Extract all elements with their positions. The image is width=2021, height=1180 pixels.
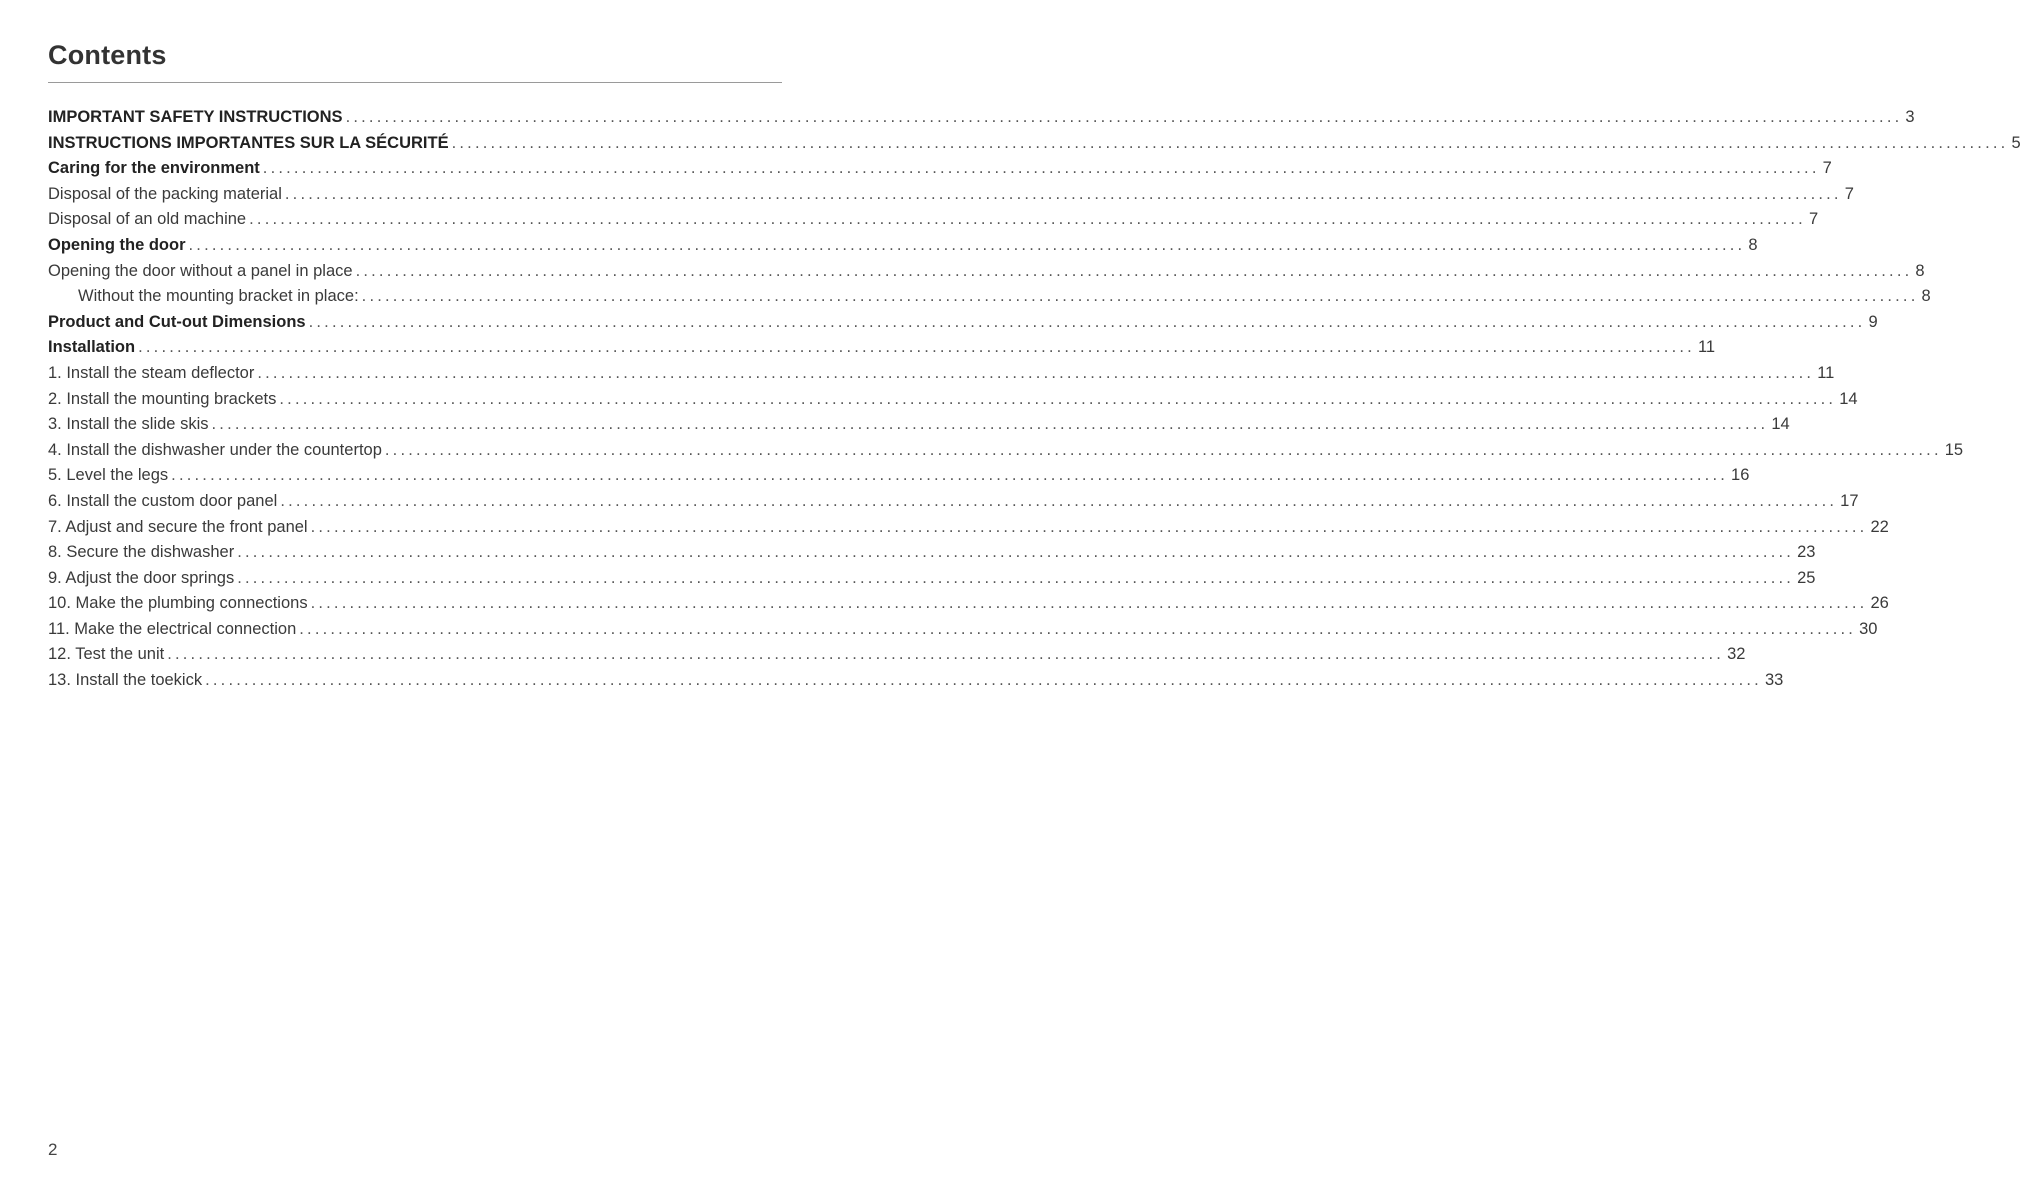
toc-leader-dots: ........................................................................................................................................................................................................ xyxy=(249,210,1806,229)
toc-entry-page: 17 xyxy=(1840,491,1859,510)
toc-entry-page: 9 xyxy=(1868,312,1878,331)
toc-entry-label: 7. Adjust and secure the front panel xyxy=(48,517,308,536)
toc-leader-dots: ........................................................................................................................................................................................................ xyxy=(308,312,1866,331)
toc-entry[interactable] xyxy=(48,235,1758,262)
toc-leader-dots: ........................................................................................................................................................................................................ xyxy=(205,671,1762,690)
toc-entry[interactable] xyxy=(48,594,1889,620)
toc-leader-dots: ........................................................................................................................................................................................................ xyxy=(138,338,1695,357)
toc-entry-label: Product and Cut-out Dimensions xyxy=(48,312,306,331)
toc-entry[interactable] xyxy=(48,440,1964,467)
toc-entry-label: Caring for the environment xyxy=(48,159,260,178)
toc-entry[interactable] xyxy=(48,363,1835,390)
toc-entry[interactable] xyxy=(48,671,1784,697)
toc-leader-dots: ........................................................................................................................................................................................................ xyxy=(345,108,1903,126)
toc-entry[interactable] xyxy=(48,261,1925,288)
toc-leader-dots: ........................................................................................................................................................................................................ xyxy=(361,287,1919,306)
toc-entry-page: 11 xyxy=(1817,363,1835,382)
toc-leader-dots: ........................................................................................................................................................................................................ xyxy=(355,261,1913,280)
toc-entry-page: 3 xyxy=(1905,108,1915,126)
toc-leader-dots: ........................................................................................................................................................................................................ xyxy=(310,594,1868,613)
toc-leader-dots: ........................................................................................................................................................................................................ xyxy=(211,415,1769,434)
toc-entry-label: 8. Secure the dishwasher xyxy=(48,543,235,562)
toc-entry-label: 4. Install the dishwasher under the countertop xyxy=(48,440,382,459)
toc-entry[interactable] xyxy=(48,645,1746,671)
toc-entry[interactable] xyxy=(48,133,2021,160)
toc-entry-label: Opening the door xyxy=(48,235,186,254)
toc-entry-page: 14 xyxy=(1771,415,1790,434)
toc-entry-page: 8 xyxy=(1921,287,1931,306)
toc-leader-dots: ........................................................................................................................................................................................................ xyxy=(284,184,1842,203)
toc-entry-label: 13. Install the toekick xyxy=(48,671,203,690)
toc-entry-page: 26 xyxy=(1870,594,1889,613)
toc-entry-page: 7 xyxy=(1822,159,1832,178)
toc-entry-label: 5. Level the legs xyxy=(48,466,169,485)
toc-entry-page: 33 xyxy=(1764,671,1784,690)
toc-entry-label: Disposal of the packing material xyxy=(48,184,282,203)
toc-leader-dots: ........................................................................................................................................................................................................ xyxy=(171,466,1729,485)
toc-entry-label: 3. Install the slide skis xyxy=(48,415,209,434)
toc-entry-label: INSTRUCTIONS IMPORTANTES SUR LA SÉCURITÉ xyxy=(48,133,449,152)
toc-entry-page: 8 xyxy=(1748,235,1758,254)
toc-entry[interactable] xyxy=(48,210,1819,236)
toc-entry[interactable] xyxy=(48,466,1750,492)
title-divider xyxy=(48,82,782,83)
toc-entry-page: 5 xyxy=(2011,133,2021,152)
toc-entry-page: 16 xyxy=(1731,466,1750,485)
toc-entry[interactable] xyxy=(48,415,1790,441)
toc-leader-dots: ........................................................................................................................................................................................................ xyxy=(188,235,1746,254)
toc-entry-page: 32 xyxy=(1727,645,1746,664)
toc-entry-page: 22 xyxy=(1870,517,1889,536)
toc-entry[interactable] xyxy=(48,338,1716,364)
toc-entry-page: 14 xyxy=(1839,389,1858,408)
toc-leader-dots: ........................................................................................................................................................................................................ xyxy=(279,389,1837,408)
toc-entry-label: Disposal of an old machine xyxy=(48,210,247,229)
toc-entry[interactable] xyxy=(48,517,1889,544)
toc-entry[interactable] xyxy=(48,287,1931,313)
toc-entry[interactable] xyxy=(48,108,1915,134)
toc-entry-page: 23 xyxy=(1797,543,1816,562)
toc-leader-dots: ........................................................................................................................................................................................................ xyxy=(299,619,1857,638)
toc-entry-page: 7 xyxy=(1844,184,1854,203)
toc-entry-label: 11. Make the electrical connection xyxy=(48,619,297,638)
toc-entry-label: 12. Test the unit xyxy=(48,645,165,664)
toc-entry-label: 1. Install the steam deflector xyxy=(48,363,255,382)
toc-entry-page: 30 xyxy=(1859,619,1878,638)
toc-entry[interactable] xyxy=(48,159,1832,185)
toc-leader-dots: ........................................................................................................................................................................................................ xyxy=(257,363,1815,382)
toc-entry-label: 2. Install the mounting brackets xyxy=(48,389,277,408)
toc-leader-dots: ........................................................................................................................................................................................................ xyxy=(237,568,1795,587)
toc-leader-dots: ........................................................................................................................................................................................................ xyxy=(451,133,2009,152)
page-title: Contents xyxy=(48,40,167,70)
toc-entry-label: Installation xyxy=(48,338,136,357)
table-of-contents xyxy=(48,108,2021,697)
toc-entry-label: IMPORTANT SAFETY INSTRUCTIONS xyxy=(48,108,343,126)
toc-leader-dots: ........................................................................................................................................................................................................ xyxy=(167,645,1725,664)
toc-leader-dots: ........................................................................................................................................................................................................ xyxy=(384,440,1942,459)
toc-entry[interactable] xyxy=(48,619,1878,646)
toc-entry[interactable] xyxy=(48,491,1859,518)
toc-entry-page: 15 xyxy=(1944,440,1964,459)
toc-entry[interactable] xyxy=(48,543,1816,569)
toc-leader-dots: ........................................................................................................................................................................................................ xyxy=(262,159,1820,178)
toc-entry-page: 8 xyxy=(1915,261,1925,280)
toc-entry-label: Opening the door without a panel in place xyxy=(48,261,353,280)
toc-entry-label: 9. Adjust the door springs xyxy=(48,568,235,587)
toc-entry[interactable] xyxy=(48,184,1854,211)
toc-entry-page: 25 xyxy=(1797,568,1816,587)
toc-leader-dots: ........................................................................................................................................................................................................ xyxy=(280,491,1838,510)
toc-entry[interactable] xyxy=(48,389,1858,416)
toc-leader-dots: ........................................................................................................................................................................................................ xyxy=(310,517,1868,536)
toc-leader-dots: ........................................................................................................................................................................................................ xyxy=(237,543,1795,562)
toc-entry-label: 6. Install the custom door panel xyxy=(48,491,278,510)
page-number: 2 xyxy=(48,1140,58,1159)
toc-entry-label: Without the mounting bracket in place: xyxy=(78,287,359,306)
toc-entry-label: 10. Make the plumbing connections xyxy=(48,594,308,613)
toc-entry-page: 11 xyxy=(1697,338,1716,357)
toc-entry-page: 7 xyxy=(1808,210,1819,229)
toc-entry[interactable] xyxy=(48,568,1816,595)
toc-entry[interactable] xyxy=(48,312,1878,339)
